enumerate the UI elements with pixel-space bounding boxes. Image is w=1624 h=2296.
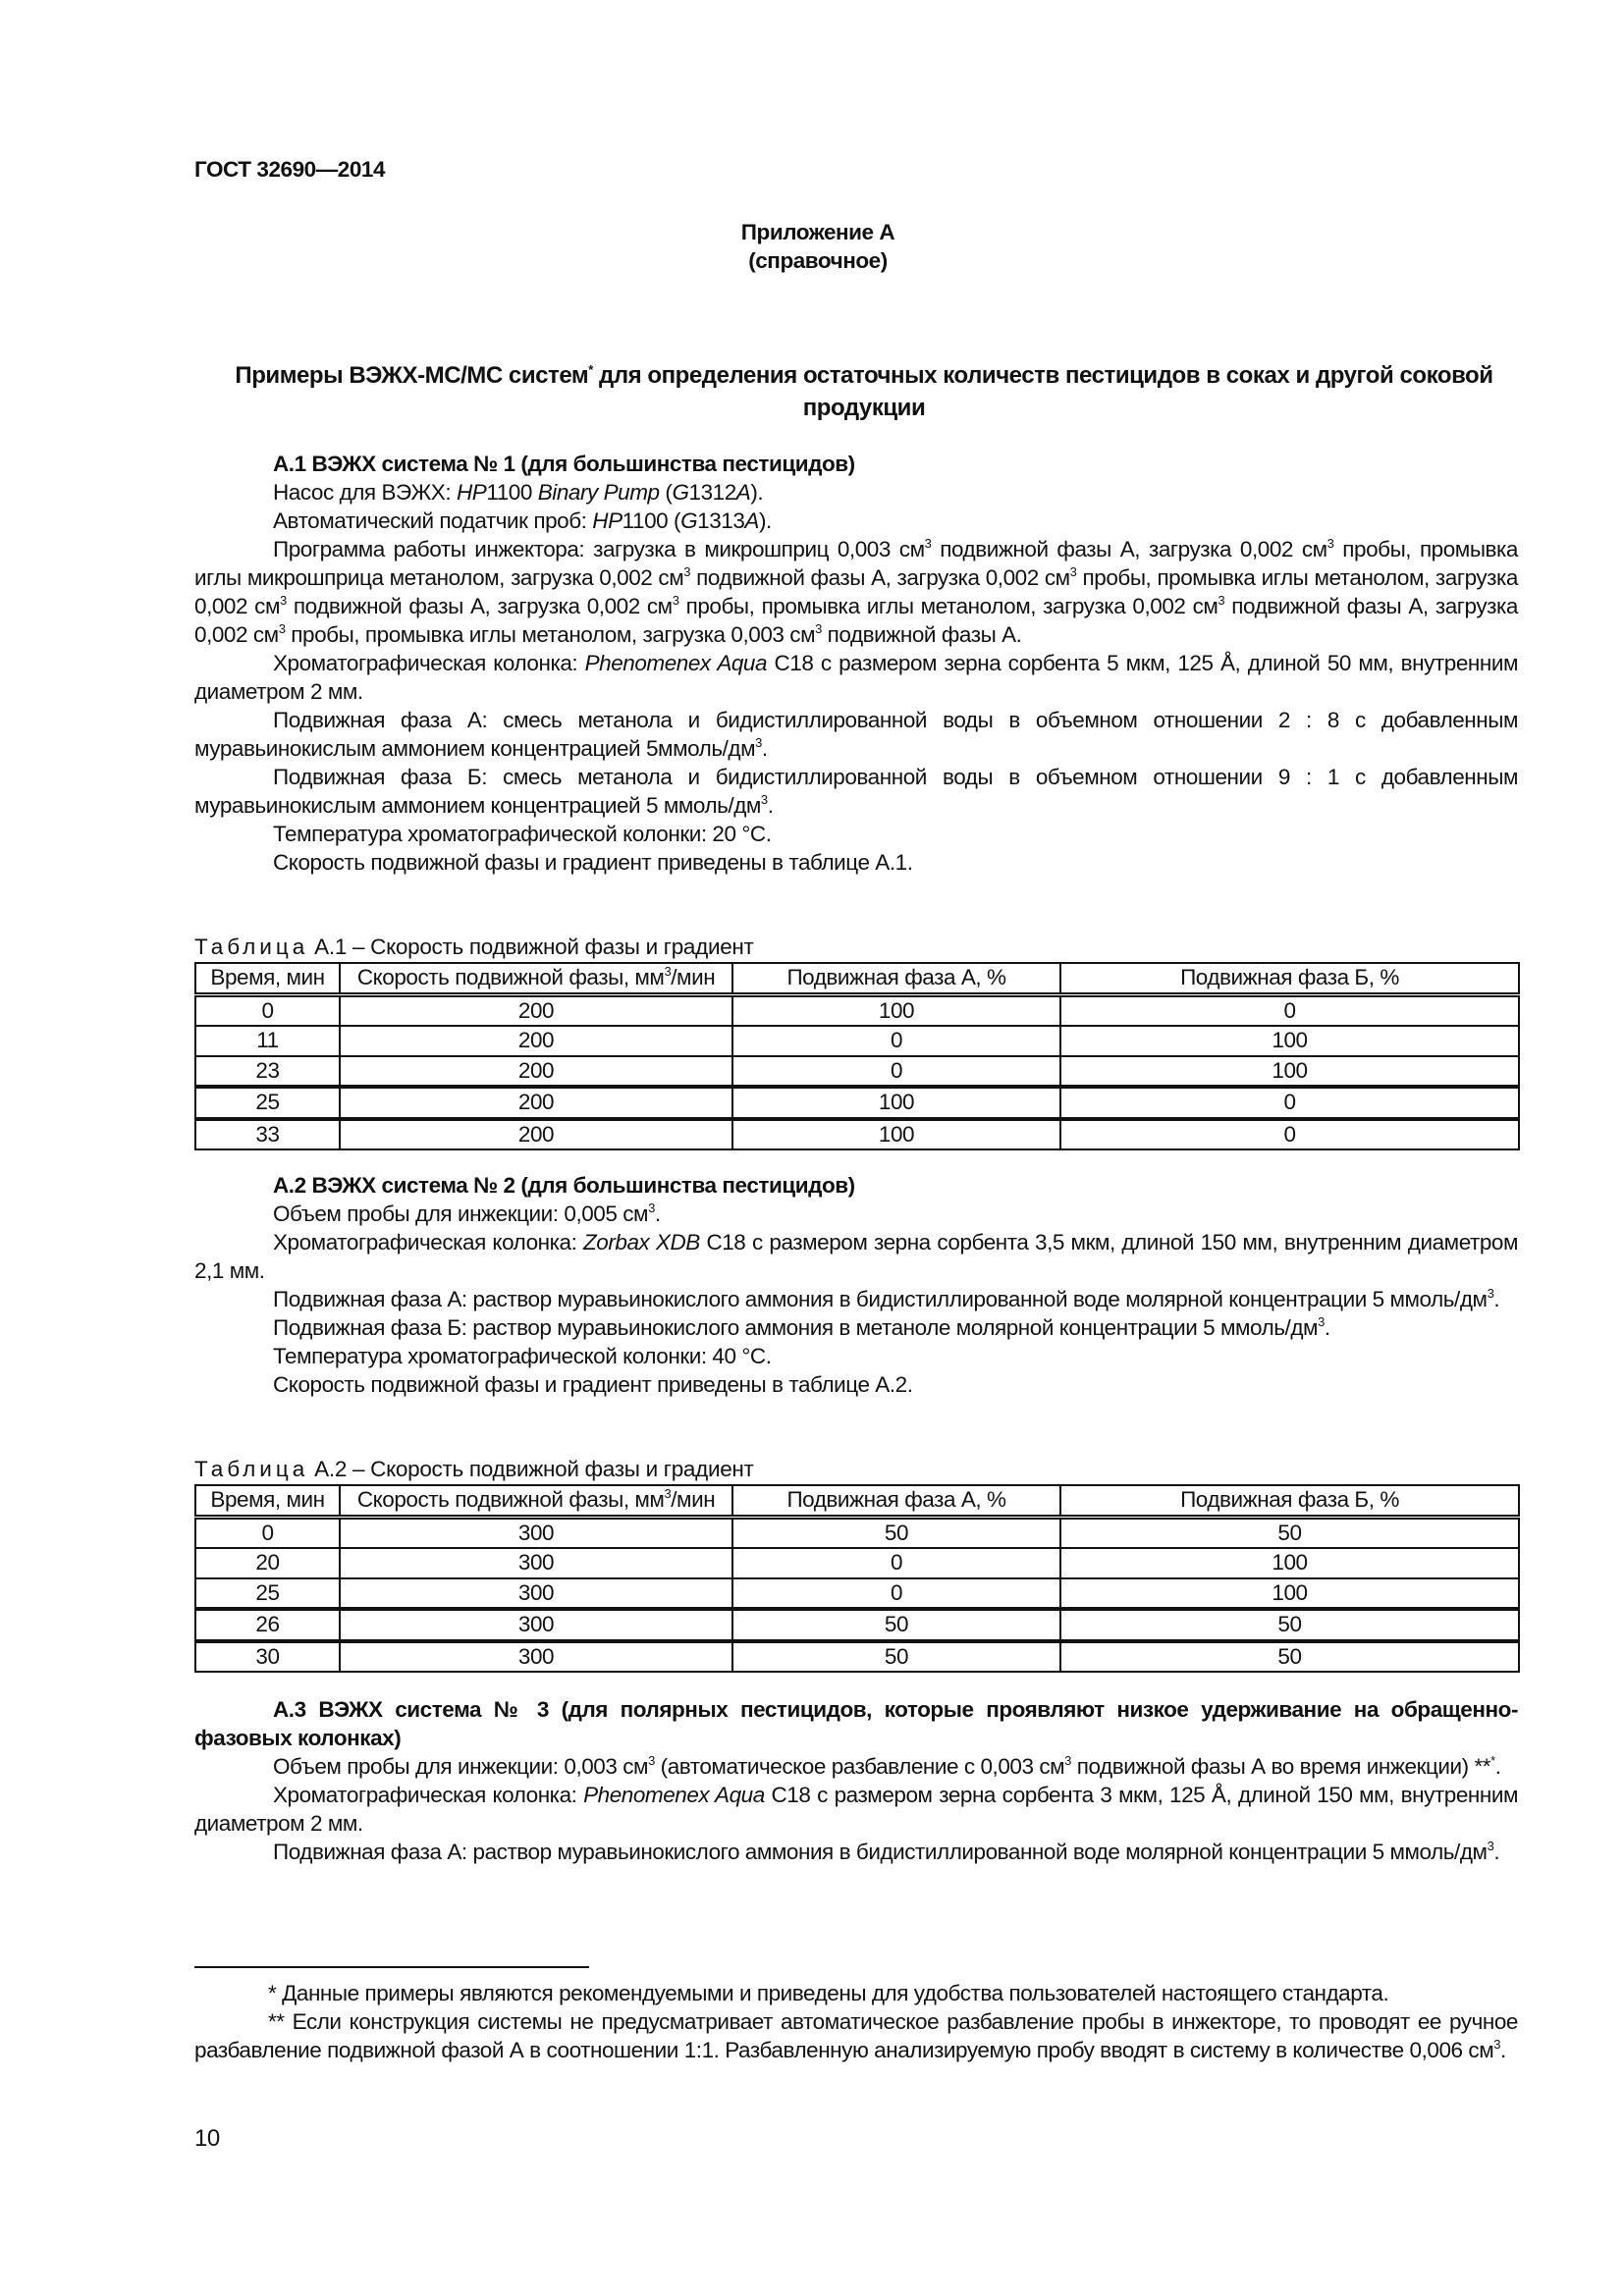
paragraph (194, 706, 1518, 763)
page-number: 10 (194, 2125, 220, 2152)
superscript: 3 (672, 593, 679, 608)
table-cell: 50 (1060, 1609, 1519, 1641)
text-run: пробы, промывка иглы микрошприца метанолом, загрузка 0,002 см (194, 537, 1518, 590)
paragraph (194, 848, 1518, 877)
text-run: Phenomenex Aqua (583, 1783, 765, 1807)
standard-header: ГОСТ 32690—2014 (194, 157, 386, 182)
superscript: 3 (1318, 1314, 1325, 1329)
section-a3-heading: А.3 ВЭЖХ система № 3 (для полярных пестицидов, которые проявляют низкое удерживание на обращенно-фазовых колонках) (194, 1697, 1518, 1750)
text-run: подвижной фазы А, загрузка 0,002 см (931, 537, 1327, 561)
paragraph (194, 2007, 1518, 2064)
superscript: 3 (280, 593, 287, 608)
table-row (195, 1119, 1519, 1150)
superscript: * (588, 362, 593, 377)
text-run: . (1493, 1287, 1500, 1311)
caption-label: Таблица (194, 934, 309, 959)
paragraph (194, 1781, 1518, 1838)
table-cell: 100 (1060, 1578, 1519, 1610)
paragraph (194, 763, 1518, 820)
section-a3-body (194, 1752, 1518, 1866)
table-cell: 100 (1060, 1026, 1519, 1056)
table-cell: 11 (195, 1026, 340, 1056)
table-cell: 33 (195, 1119, 340, 1150)
text-run: . (1324, 1315, 1330, 1340)
main-title (196, 359, 1532, 424)
text-run: пробы, промывка иглы метанолом, загрузка 0,003 см (285, 622, 816, 647)
text-run: Подвижная фаза А: раствор муравьинокислого аммония в бидистиллированной воде молярной концентрации 5 ммоль/дм (273, 1840, 1488, 1864)
paragraph (194, 507, 1518, 535)
text-run: Подвижная фаза Б: раствор муравьинокислого аммония в метаноле молярной концентрации 5 ммоль/дм (273, 1315, 1319, 1340)
text-run: Phenomenex Aqua (584, 651, 768, 675)
table-cell: 100 (732, 994, 1060, 1026)
section-a2-heading: А.2 ВЭЖХ система № 2 (для большинства пестицидов) (273, 1173, 855, 1198)
text-run: подвижной фазы А, загрузка 0,002 см (194, 594, 1518, 647)
text-run: Подвижная фаза Б: смесь метанола и бидистиллированной воды в объемном отношении 9 : 1 с добавленным муравьинокислым аммонием концентрацией 5 ммоль/дм (194, 765, 1518, 818)
table-cell: 100 (732, 1119, 1060, 1150)
text-run: С18 с размером зерна сорбента 3 мкм, 125 Å, длиной 150 мм, внутренним диаметром 2 мм. (194, 1783, 1518, 1836)
superscript: 3 (648, 1753, 655, 1768)
text-run: ( (659, 480, 673, 505)
table-row (195, 1578, 1519, 1610)
superscript: 3 (664, 1486, 672, 1502)
table-cell: 200 (340, 994, 732, 1026)
table-cell: 0 (1060, 1087, 1519, 1119)
table-cell: 200 (340, 1056, 732, 1088)
table-cell: 50 (1060, 1517, 1519, 1548)
table-cell: 23 (195, 1056, 340, 1088)
caption-text: А.2 – Скорость подвижной фазы и градиент (308, 1457, 754, 1481)
text-run: 1313 (697, 508, 745, 533)
table-cell: 25 (195, 1578, 340, 1610)
text-run: Автоматический податчик проб: (273, 508, 593, 533)
paragraph (194, 1228, 1518, 1285)
data-table (194, 962, 1520, 1150)
table-cell: 30 (195, 1641, 340, 1673)
text-run: A (735, 480, 751, 505)
footnote-divider (194, 1966, 589, 1968)
text-run: . (761, 736, 768, 761)
footnotes (194, 1979, 1518, 2064)
col-header-phase-b: Подвижная фаза Б, % (1060, 963, 1519, 994)
text-run: A (744, 508, 759, 533)
table-cell: 100 (1060, 1548, 1519, 1578)
table-cell: 200 (340, 1087, 732, 1119)
text-run: С18 с размером зерна сорбента 3,5 мкм, длиной 150 мм, внутренним диаметром 2,1 мм. (194, 1230, 1519, 1283)
table-row (195, 994, 1519, 1026)
superscript: 3 (1487, 1286, 1494, 1301)
paragraph (194, 1838, 1518, 1866)
paragraph (194, 649, 1518, 706)
text-run: подвижной фазы А. (821, 622, 1022, 647)
text-run: подвижной фазы А во время инжекции) ** (1070, 1754, 1491, 1779)
text-run: (автоматическое разбавление с 0,003 см (654, 1754, 1065, 1779)
superscript: 3 (648, 1201, 655, 1215)
text-run: подвижной фазы А, загрузка 0,002 см (286, 594, 673, 618)
table-a2-caption (194, 1455, 1518, 1483)
table-cell: 100 (732, 1087, 1060, 1119)
table-cell: 100 (1060, 1056, 1519, 1088)
table-row (195, 1517, 1519, 1548)
text-run: для определения остаточных количеств пестицидов в соках и другой соковой продукции (592, 362, 1493, 421)
text-run: * Данные примеры являются рекомендуемыми и приведены для удобства пользователей настоящего стандарта. (268, 1981, 1389, 2005)
table-cell: 300 (340, 1609, 732, 1641)
text-run: Скорость подвижной фазы и градиент приведены в таблице А.2. (273, 1372, 913, 1397)
text-run: ). (750, 480, 764, 505)
section-a2-body (194, 1200, 1518, 1399)
superscript: 3 (760, 792, 768, 807)
text-run: подвижной фазы А, загрузка 0,002 см (690, 565, 1070, 590)
text-run: . (1493, 1840, 1500, 1864)
table-cell: 0 (732, 1026, 1060, 1056)
header-text: Скорость подвижной фазы, мм (356, 1487, 665, 1513)
text-run: Zorbax XDB (582, 1230, 700, 1255)
table-cell: 50 (1060, 1641, 1519, 1673)
superscript: 3 (1069, 564, 1077, 579)
superscript: 3 (815, 621, 822, 636)
table-cell: 200 (340, 1119, 732, 1150)
col-header-flow (340, 963, 732, 994)
table-cell: 0 (732, 1578, 1060, 1610)
text-run: 1100 (486, 480, 538, 505)
paragraph (194, 1370, 1518, 1399)
text-run: Хроматографическая колонка: (273, 1230, 583, 1255)
superscript: 3 (683, 564, 690, 579)
table-cell: 0 (1060, 1119, 1519, 1150)
superscript: 3 (1064, 1753, 1071, 1768)
table-cell: 50 (732, 1517, 1060, 1548)
table-cell: 25 (195, 1087, 340, 1119)
table-cell: 300 (340, 1578, 732, 1610)
footnotes-body (194, 1979, 1518, 2064)
col-header-phase-a: Подвижная фаза А, % (732, 1485, 1060, 1517)
table-cell: 26 (195, 1609, 340, 1641)
text-run: 1312 (688, 480, 736, 505)
text-run: . (1500, 2038, 1506, 2062)
text-run: Насос для ВЭЖХ: (273, 480, 457, 505)
text-run: ** Если конструкция системы не предусматривает автоматическое разбавление пробы в инжекторе, то проводят ее ручное разбавление подвижной фазой А в соотношении 1:1. Разбавленную анализируемую пробу вводят в систему в количестве 0,006 см (194, 2009, 1518, 2062)
paragraph (194, 1979, 1518, 2007)
table-row (195, 1641, 1519, 1673)
text-run: Температура хроматографической колонки: 40 °С. (273, 1344, 772, 1368)
text-run: Объем пробы для инжекции: 0,005 см (273, 1201, 649, 1226)
paragraph (194, 535, 1518, 649)
table-row (195, 1056, 1519, 1088)
caption-text: А.1 – Скорость подвижной фазы и градиент (308, 934, 754, 959)
table-cell: 50 (732, 1609, 1060, 1641)
appendix-title: Приложение А (740, 220, 895, 244)
paragraph (194, 1285, 1518, 1313)
text-run: Хроматографическая колонка: (273, 1783, 584, 1807)
table-cell: 0 (195, 1517, 340, 1548)
text-run: Скорость подвижной фазы и градиент приведены в таблице А.1. (273, 850, 913, 875)
text-run: Температура хроматографической колонки: 20 °С. (273, 822, 772, 846)
paragraph (194, 1342, 1518, 1370)
superscript: 3 (664, 964, 672, 980)
text-run: Хроматографическая колонка: (273, 651, 585, 675)
text-run: 1100 ( (622, 508, 681, 533)
header-text: Скорость подвижной фазы, мм (356, 965, 665, 990)
header-row (195, 963, 1519, 994)
table-cell: 0 (732, 1056, 1060, 1088)
table-row (195, 1026, 1519, 1056)
text-run: Программа работы инжектора: загрузка в микрошприц 0,003 см (273, 537, 925, 561)
superscript: * (1490, 1753, 1495, 1768)
table-a2 (194, 1484, 1518, 1673)
text-run: С18 с размером зерна сорбента 5 мкм, 125 Å, длиной 50 мм, внутренним диаметром 2 мм. (194, 651, 1518, 704)
header-text: /мин (671, 1487, 716, 1513)
table-a1 (194, 962, 1518, 1150)
table-cell: 50 (732, 1641, 1060, 1673)
section-a1-heading: А.1 ВЭЖХ система № 1 (для большинства пестицидов) (273, 452, 855, 476)
section-a1 (194, 450, 1518, 877)
col-header-flow (340, 1485, 732, 1517)
superscript: 3 (924, 536, 932, 551)
text-run: G (672, 480, 689, 505)
table-row (195, 1609, 1519, 1641)
superscript: 3 (1218, 593, 1225, 608)
table-cell: 300 (340, 1548, 732, 1578)
table-cell: 20 (195, 1548, 340, 1578)
text-run: пробы, промывка иглы метанолом, загрузка 0,002 см (194, 565, 1518, 618)
superscript: 3 (1326, 536, 1334, 551)
text-run: HP (592, 508, 623, 533)
col-header-phase-b: Подвижная фаза Б, % (1060, 1485, 1519, 1517)
text-run: . (1494, 1754, 1501, 1779)
paragraph (194, 1200, 1518, 1228)
text-run: пробы, промывка иглы метанолом, загрузка 0,002 см (678, 594, 1218, 618)
text-run: ). (758, 508, 772, 533)
table-a1-caption (194, 933, 1518, 961)
header-text: /мин (671, 965, 716, 990)
table-cell: 300 (340, 1641, 732, 1673)
text-run: G (680, 508, 698, 533)
table-cell: 300 (340, 1517, 732, 1548)
paragraph (194, 1313, 1518, 1342)
col-header-time: Время, мин (195, 963, 340, 994)
text-run: Подвижная фаза А: раствор муравьинокислого аммония в бидистиллированной воде молярной концентрации 5 ммоль/дм (273, 1287, 1488, 1311)
table-row (195, 1087, 1519, 1119)
col-header-phase-a: Подвижная фаза А, % (732, 963, 1060, 994)
paragraph (194, 478, 1518, 507)
section-a3 (194, 1695, 1518, 1866)
caption-label: Таблица (194, 1457, 309, 1481)
text-run: . (767, 793, 774, 818)
paragraph (194, 1752, 1518, 1781)
table-cell: 0 (195, 994, 340, 1026)
text-run: HP (456, 480, 487, 505)
text-run: Binary Pump (537, 480, 660, 505)
superscript: 3 (755, 735, 762, 750)
text-run: . (654, 1201, 661, 1226)
paragraph (194, 820, 1518, 848)
table-row (195, 1548, 1519, 1578)
text-run: Объем пробы для инжекции: 0,003 см (273, 1754, 649, 1779)
appendix-subtitle: (справочное) (748, 248, 888, 273)
section-a2 (194, 1171, 1518, 1399)
table-cell: 200 (340, 1026, 732, 1056)
table-cell: 0 (732, 1548, 1060, 1578)
section-a1-body (194, 478, 1518, 877)
superscript: 3 (278, 621, 286, 636)
superscript: 3 (1493, 2037, 1501, 2052)
data-table (194, 1484, 1520, 1673)
text-run: Подвижная фаза А: смесь метанола и бидистиллированной воды в объемном отношении 2 : 8 с добавленным муравьинокислым аммонием концентрацией 5ммоль/дм (194, 708, 1518, 761)
superscript: 3 (1487, 1839, 1494, 1853)
col-header-time: Время, мин (195, 1485, 340, 1517)
table-cell: 0 (1060, 994, 1519, 1026)
text-run: Примеры ВЭЖХ-МС/МС систем (235, 362, 589, 389)
header-row (195, 1485, 1519, 1517)
